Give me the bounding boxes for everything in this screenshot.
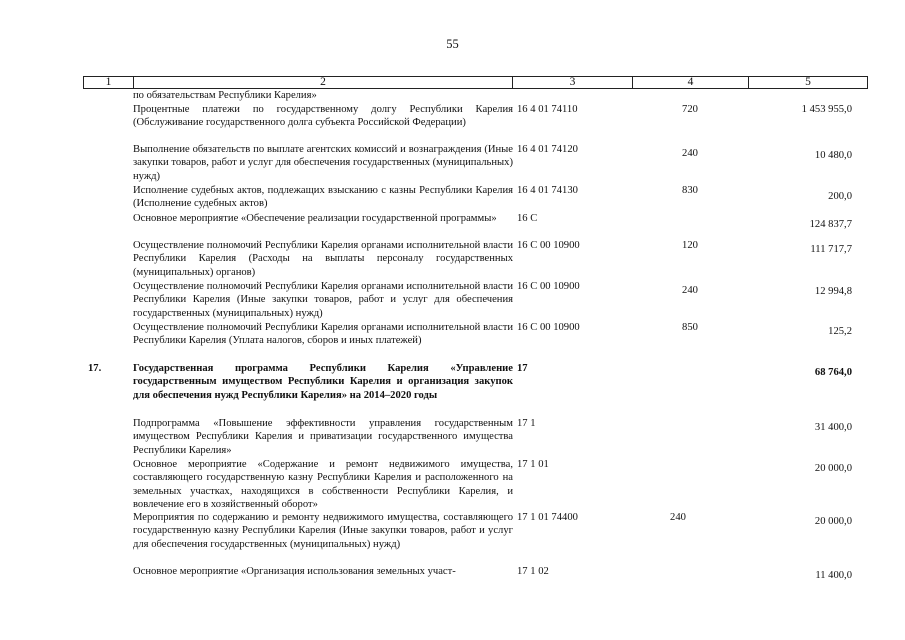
column-header-1: 1	[105, 76, 112, 88]
row-name: Подпрограмма «Повышение эффективности управления государственным имуществом Республики Карелия и приватизации государственного имущества Республики Карелия»	[133, 418, 513, 456]
row-name: Основное мероприятие «Обеспечение реализации государственной программы»	[133, 213, 497, 224]
row-name: по обязательствам Республики Карелия»	[133, 90, 317, 101]
table-row	[0, 458, 905, 511]
row-amount: 31 400,0	[814, 422, 852, 433]
row-number: 17.	[88, 363, 102, 374]
row-amount: 20 000,0	[814, 516, 852, 527]
row-amount: 20 000,0	[814, 463, 852, 474]
row-kind: 720	[682, 104, 698, 115]
column-header-2: 2	[133, 77, 512, 88]
row-amount: 68 764,0	[814, 367, 852, 378]
row-amount: 125,2	[828, 326, 852, 337]
row-kind: 850	[682, 322, 698, 333]
table-row	[0, 565, 905, 585]
row-name: Процентные платежи по государственному долгу Республики Карелия (Обслуживание государственного долга субъекта Российской Федерации)	[133, 104, 513, 129]
table-row	[0, 143, 905, 184]
row-code: 17 1	[517, 418, 536, 429]
row-amount: 12 994,8	[814, 286, 852, 297]
table-row	[0, 321, 905, 362]
row-code: 17 1 02	[517, 566, 549, 577]
row-name: Осуществление полномочий Республики Карелия органами исполнительной власти Республики Карелия (Иные закупки товаров, работ и услуг для обеспечения государственных (муниципальных) нужд)	[133, 281, 513, 319]
row-name: Исполнение судебных актов, подлежащих взысканию с казны Республики Карелия (Исполнение судебных актов)	[133, 185, 513, 210]
row-amount: 200,0	[828, 191, 852, 202]
row-code: 17 1 01 74400	[517, 512, 578, 523]
row-name: Осуществление полномочий Республики Карелия органами исполнительной власти Республики Карелия (Расходы на выплаты персоналу государственных (муниципальных) органов)	[133, 240, 513, 278]
table-row	[0, 184, 905, 212]
row-kind: 120	[682, 240, 698, 251]
row-name: Осуществление полномочий Республики Карелия органами исполнительной власти Республики Карелия (Уплата налогов, сборов и иных платежей)	[133, 322, 513, 347]
table-row	[0, 280, 905, 321]
row-amount: 124 837,7	[809, 219, 852, 230]
row-kind: 830	[682, 185, 698, 196]
row-code: 16 С 00 10900	[517, 281, 580, 292]
table-row	[0, 511, 905, 565]
column-header-5: 5	[748, 77, 867, 88]
row-kind: 240	[682, 285, 698, 296]
table-row	[0, 89, 905, 103]
table-row	[0, 212, 905, 239]
row-amount: 10 480,0	[814, 150, 852, 161]
row-code: 16 4 01 74120	[517, 144, 578, 155]
row-code: 16 4 01 74130	[517, 185, 578, 196]
page-number: 55	[446, 37, 459, 51]
row-name: Основное мероприятие «Содержание и ремонт недвижимого имущества, составляющего государственную казну Республики Карелия и расположенного на земельных участках, находящихся в собственности Республики Карелия, и вовлечение его в хозяйственный оборот»	[133, 459, 513, 511]
row-code: 17 1 01	[517, 459, 549, 470]
row-code: 17	[517, 363, 528, 374]
table-row	[0, 362, 905, 417]
row-code: 16 4 01 74110	[517, 104, 578, 115]
row-code: 16 С	[517, 213, 538, 224]
row-code: 16 С 00 10900	[517, 240, 580, 251]
row-kind: 240	[682, 148, 698, 159]
table-row	[0, 239, 905, 280]
row-kind: 240	[670, 512, 686, 523]
row-amount: 11 400,0	[815, 570, 852, 581]
row-amount: 1 453 955,0	[801, 104, 852, 115]
row-amount: 111 717,7	[810, 244, 852, 255]
table-row	[0, 417, 905, 458]
table-header	[83, 76, 868, 89]
row-name: Основное мероприятие «Организация использования земельных участ-	[133, 566, 456, 577]
column-header-4: 4	[632, 77, 748, 88]
table-row	[0, 103, 905, 143]
row-name: Выполнение обязательств по выплате агентских комиссий и вознаграждения (Иные закупки товаров, работ и услуг для обеспечения государственных (муниципальных) нужд)	[133, 144, 513, 182]
row-name: Государственная программа Республики Карелия «Управление государственным имуществом Республики Карелия и организация закупок для обеспечения нужд Республики Карелия» на 2014–2020 годы	[133, 363, 513, 401]
column-header-3: 3	[512, 77, 632, 88]
row-name: Мероприятия по содержанию и ремонту недвижимого имущества, составляющего государственную казну Республики Карелия (Иные закупки товаров, работ и услуг для обеспечения государственных (муниципальных) нужд)	[133, 512, 513, 550]
row-code: 16 С 00 10900	[517, 322, 580, 333]
